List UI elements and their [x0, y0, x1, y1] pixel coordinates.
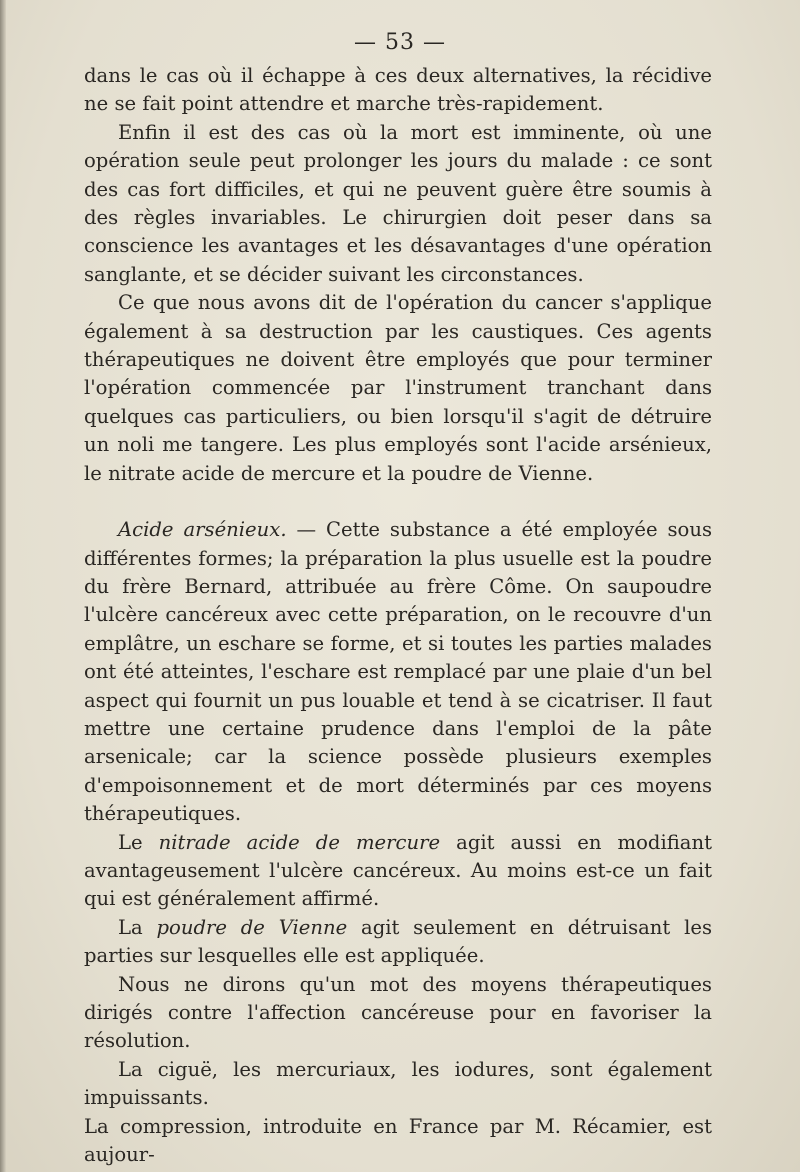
- paragraph-gap: [84, 488, 712, 516]
- paragraph-5-lead: Le: [118, 830, 159, 854]
- page-number: — 53 —: [354, 30, 446, 55]
- paragraph-4-body: — Cette substance a été employée sous différentes formes; la préparation la plus usuelle est la poudre du frère Bernard, attribuée au frère Côme. On saupoudre l'ulcère cancéreux avec cette préparation, on le recouvre d'un emplâtre, un eschare se forme, et si toutes les parties malades ont été atteintes, l'eschare est remplacé par une plaie d'un bel aspect qui fournit un pus louable et tend à se cicatriser. Il faut mettre une certaine prudence dans l'emploi de la pâte arsenicale; car la science possède plusieurs exemples d'empoisonnement et de mort déterminés par ces moyens thérapeutiques.: [84, 518, 713, 826]
- paragraph-3: Ce que nous avons dit de l'opération du cancer s'applique également à sa destruction par les caustiques. Ces agents thérapeutiques ne doivent être employés que pour terminer l'opération commencée par l'instrument tranchant dans quelques cas particuliers, ou bien lorsqu'il s'agit de détruire un noli me tangere. Les plus employés sont l'acide arsénieux, le nitrate acide de mercure et la poudre de Vienne.: [84, 291, 712, 485]
- page-edge-shadow: [0, 0, 6, 1172]
- paragraph-6-body: agit seulement en détruisant les parties sur lesquelles elle est appliquée.: [84, 915, 713, 968]
- paragraph-6-lead: La: [118, 915, 157, 939]
- heading-acide-arsenieux: Acide arsénieux.: [118, 518, 287, 542]
- paragraph-4: [84, 516, 712, 828]
- paragraph-1: dans le cas où il échappe à ces deux alternatives, la récidive ne se fait point attendre et marche très-rapidement.: [84, 64, 712, 116]
- heading-poudre-de-vienne: poudre de Vienne: [156, 915, 348, 939]
- paragraph-7: Nous ne dirons qu'un mot des moyens thérapeutiques dirigés contre l'affection cancéreuse pour en favoriser la résolution.: [84, 972, 712, 1053]
- heading-nitrade-acide: nitrade acide de mercure: [158, 830, 441, 854]
- page-body-text: [84, 62, 712, 1169]
- paragraph-5-body: agit aussi en modifiant avantageusement l'ulcère cancéreux. Au moins est-ce un fait qui est généralement affirmé.: [84, 830, 712, 911]
- paragraph-8: La ciguë, les mercuriaux, les iodures, sont également impuissants.: [84, 1057, 712, 1110]
- paragraph-6: [84, 914, 712, 971]
- paragraph-2: Enfin il est des cas où la mort est imminente, où une opération seule peut prolonger les jours du malade : ce sont des cas fort difficiles, et qui ne peuvent guère être soumis à des règles invariables. Le chirurgien doit peser dans sa conscience les avantages et les désavantages d'une opération sanglante, et se décider suivant les circonstances.: [84, 120, 712, 286]
- paragraph-5: [84, 829, 712, 914]
- paragraph-9: La compression, introduite en France par M. Récamier, est aujour-: [84, 1114, 712, 1167]
